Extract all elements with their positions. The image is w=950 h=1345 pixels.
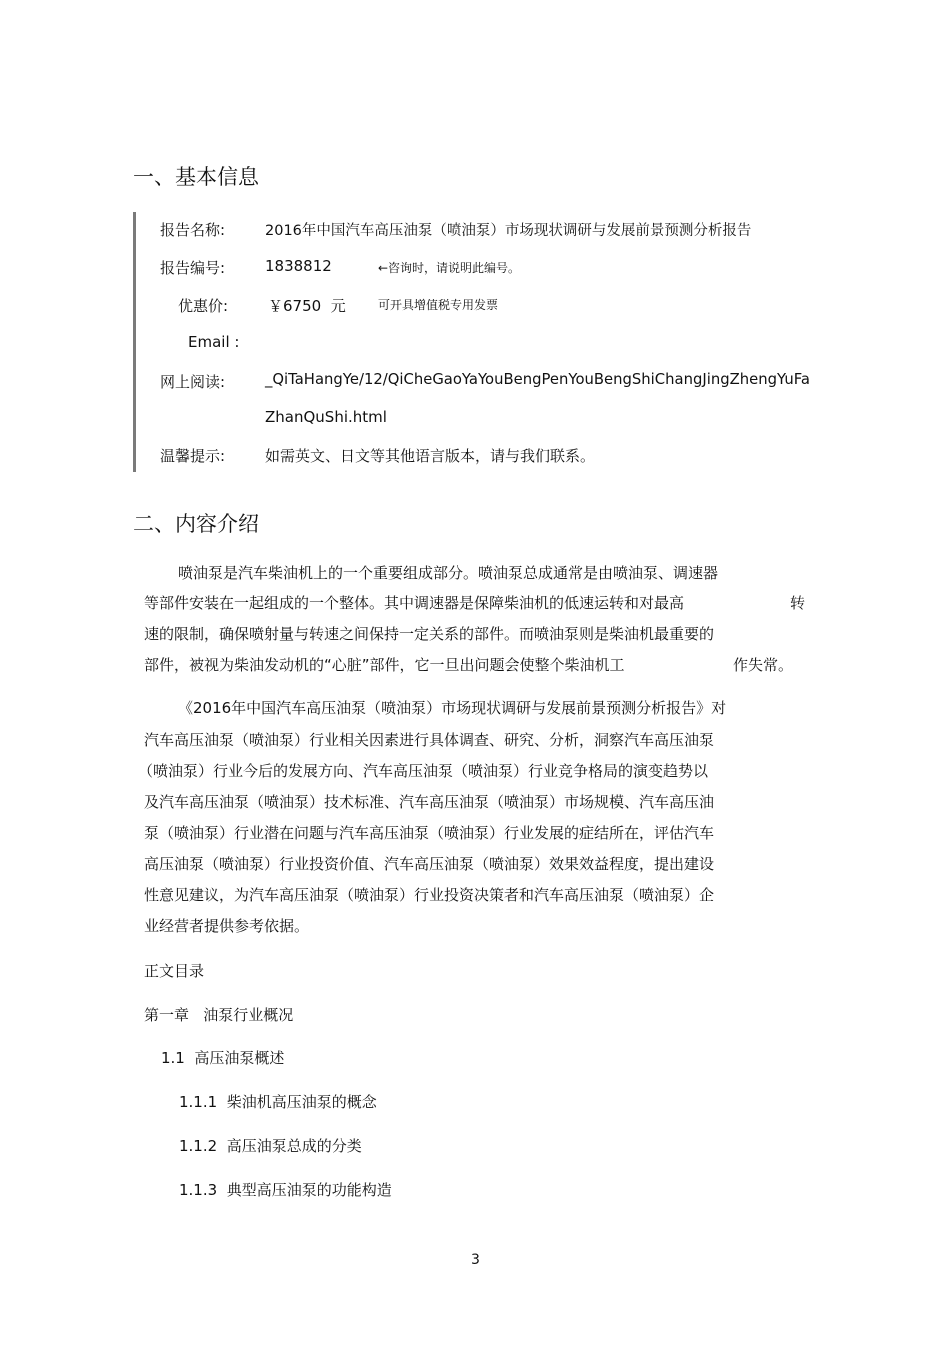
online-read-label: 网上阅读: (160, 373, 226, 391)
page-number: 3 (471, 1252, 480, 1268)
toc-section-1-1-3[interactable]: 1.1.3 典型高压油泵的功能构造 (179, 1181, 392, 1199)
info-left-bar (133, 212, 136, 472)
tip-value: 如需英文、日文等其他语言版本，请与我们联系。 (265, 447, 596, 465)
toc-section-1-1-2[interactable]: 1.1.2 高压油泵总成的分类 (179, 1137, 362, 1155)
report-no-note: ←咨询时，请说明此编号。 (378, 261, 521, 275)
intro-p2-line1: 《2016年中国汽车高压油泵（喷油泵）市场现状调研与发展前景预测分析报告》对 (178, 699, 727, 717)
section-title-content-intro: 二、内容介绍 (133, 512, 259, 536)
toc-heading: 正文目录 (144, 962, 205, 980)
intro-p1-line2-tail: 转 (790, 594, 806, 612)
intro-p1-line4-tail: 作失常。 (733, 656, 794, 674)
online-read-link-cont[interactable]: ZhanQuShi.html (265, 408, 387, 426)
intro-p2-line7: 性意见建议，为汽车高压油泵（喷油泵）行业投资决策者和汽车高压油泵（喷油泵）企 (144, 886, 715, 904)
section-title-basic-info: 一、基本信息 (133, 165, 259, 189)
toc-section-1-1-1[interactable]: 1.1.1 柴油机高压油泵的概念 (179, 1093, 377, 1111)
toc-chapter-1[interactable]: 第一章 油泵行业概况 (144, 1006, 294, 1024)
report-no-value: 1838812 (265, 257, 332, 275)
toc-section-1-1[interactable]: 1.1 高压油泵概述 (161, 1049, 285, 1067)
report-no-label: 报告编号: (160, 259, 226, 277)
report-name-value: 2016年中国汽车高压油泵（喷油泵）市场现状调研与发展前景预测分析报告 (265, 223, 752, 239)
intro-p2-line5: 泵（喷油泵）行业潜在问题与汽车高压油泵（喷油泵）行业发展的症结所在，评估汽车 (144, 824, 715, 842)
intro-p2-line4: 及汽车高压油泵（喷油泵）技术标准、汽车高压油泵（喷油泵）市场规模、汽车高压油 (144, 793, 715, 811)
price-value: ￥6750 元 (268, 297, 346, 315)
intro-p2-line2: 汽车高压油泵（喷油泵）行业相关因素进行具体调查、研究、分析，洞察汽车高压油泵 (144, 731, 715, 749)
intro-p1-line3: 速的限制，确保喷射量与转速之间保持一定关系的部件。而喷油泵则是柴油机最重要的 (144, 625, 715, 643)
report-name-label: 报告名称: (160, 221, 226, 239)
intro-p2-line6: 高压油泵（喷油泵）行业投资价值、汽车高压油泵（喷油泵）效果效益程度，提出建设 (144, 855, 715, 873)
intro-p1-line4: 部件，被视为柴油发动机的“心脏”部件，它一旦出问题会使整个柴油机工 (144, 656, 625, 674)
email-label: Email : (188, 333, 240, 351)
intro-p1-line2: 等部件安装在一起组成的一个整体。其中调速器是保障柴油机的低速运转和对最高 (144, 594, 685, 612)
price-label: 优惠价: (178, 297, 229, 315)
intro-p2-line3: （喷油泵）行业今后的发展方向、汽车高压油泵（喷油泵）行业竞争格局的演变趋势以 (138, 762, 709, 780)
online-read-link[interactable]: _QiTaHangYe/12/QiCheGaoYaYouBengPenYouBengShiChangJingZhengYuFa (265, 371, 810, 388)
intro-p2-line8: 业经营者提供参考依据。 (144, 917, 310, 935)
price-note: 可开具增值税专用发票 (378, 298, 499, 312)
intro-p1-line1: 喷油泵是汽车柴油机上的一个重要组成部分。喷油泵总成通常是由喷油泵、调速器 (178, 564, 719, 582)
tip-label: 温馨提示: (160, 447, 226, 465)
